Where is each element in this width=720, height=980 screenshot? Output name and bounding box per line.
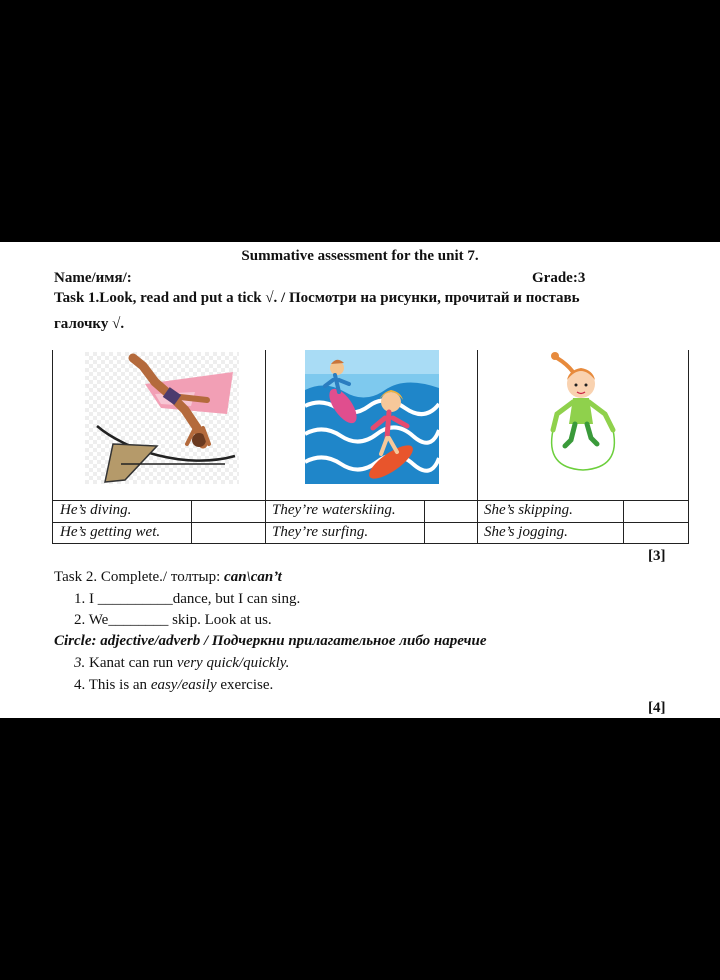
column-divider xyxy=(477,350,478,544)
option-surfing: They’re surfing. xyxy=(272,524,369,540)
item-number: 1. I xyxy=(74,591,94,607)
page-title: Summative assessment for the unit 7. xyxy=(241,248,479,264)
surfing-kids-icon xyxy=(305,350,439,484)
task2-heading-text: Task 2. Complete./ толтыр: xyxy=(54,569,225,585)
choice-options[interactable]: very quick/quickly. xyxy=(176,655,290,671)
worksheet xyxy=(0,242,720,718)
task2-item-4 xyxy=(74,677,273,694)
option-skipping: She’s skipping. xyxy=(484,502,573,518)
option-getting-wet: He’s getting wet. xyxy=(60,524,161,540)
task2-heading xyxy=(54,569,282,586)
item-text: exercise. xyxy=(216,677,274,693)
grade-label: Grade:3 xyxy=(532,270,586,286)
item-text: Kanat can run xyxy=(89,655,177,671)
task2-heading-emph: can\can’t xyxy=(224,569,282,585)
tick-box[interactable] xyxy=(624,523,688,543)
option-jogging: She’s jogging. xyxy=(484,524,568,540)
task2-score: [4] xyxy=(648,700,666,716)
item-text: 4. This is an xyxy=(74,677,151,693)
name-label: Name/имя/: xyxy=(54,270,132,286)
skipping-girl-icon xyxy=(543,350,623,474)
task2-item-3 xyxy=(74,655,289,672)
item-text: dance, but I can sing. xyxy=(172,591,301,607)
tick-box[interactable] xyxy=(425,523,476,543)
item-number: 2. We xyxy=(74,612,109,628)
tick-box[interactable] xyxy=(192,523,264,543)
task2-item-2 xyxy=(74,612,272,629)
diver-icon xyxy=(85,352,239,484)
tick-box[interactable] xyxy=(192,501,264,521)
task1-instruction: Task 1.Look, read and put a tick √. / Посмотри на рисунки, прочитай и поставь xyxy=(54,290,580,306)
tick-box[interactable] xyxy=(624,501,688,521)
task2-item-1 xyxy=(74,591,300,608)
item-number: 3. xyxy=(74,655,86,671)
row-divider xyxy=(53,500,689,501)
option-diving: He’s diving. xyxy=(60,502,132,518)
row-divider xyxy=(53,522,689,523)
task1-instruction-cont: галочку √. xyxy=(54,316,125,332)
task1-table xyxy=(52,350,689,544)
answer-blank[interactable]: ________ xyxy=(108,612,169,628)
circle-heading: Circle: adjective/adverb / Подчеркни прилагательное либо наречие xyxy=(54,633,487,649)
option-waterskiing: They’re waterskiing. xyxy=(272,502,396,518)
tick-box[interactable] xyxy=(425,501,476,521)
choice-options[interactable]: easy/easily xyxy=(150,677,217,693)
item-text: skip. Look at us. xyxy=(168,612,272,628)
column-divider xyxy=(265,350,266,544)
task1-score: [3] xyxy=(648,548,666,564)
answer-blank[interactable]: __________ xyxy=(97,591,173,607)
